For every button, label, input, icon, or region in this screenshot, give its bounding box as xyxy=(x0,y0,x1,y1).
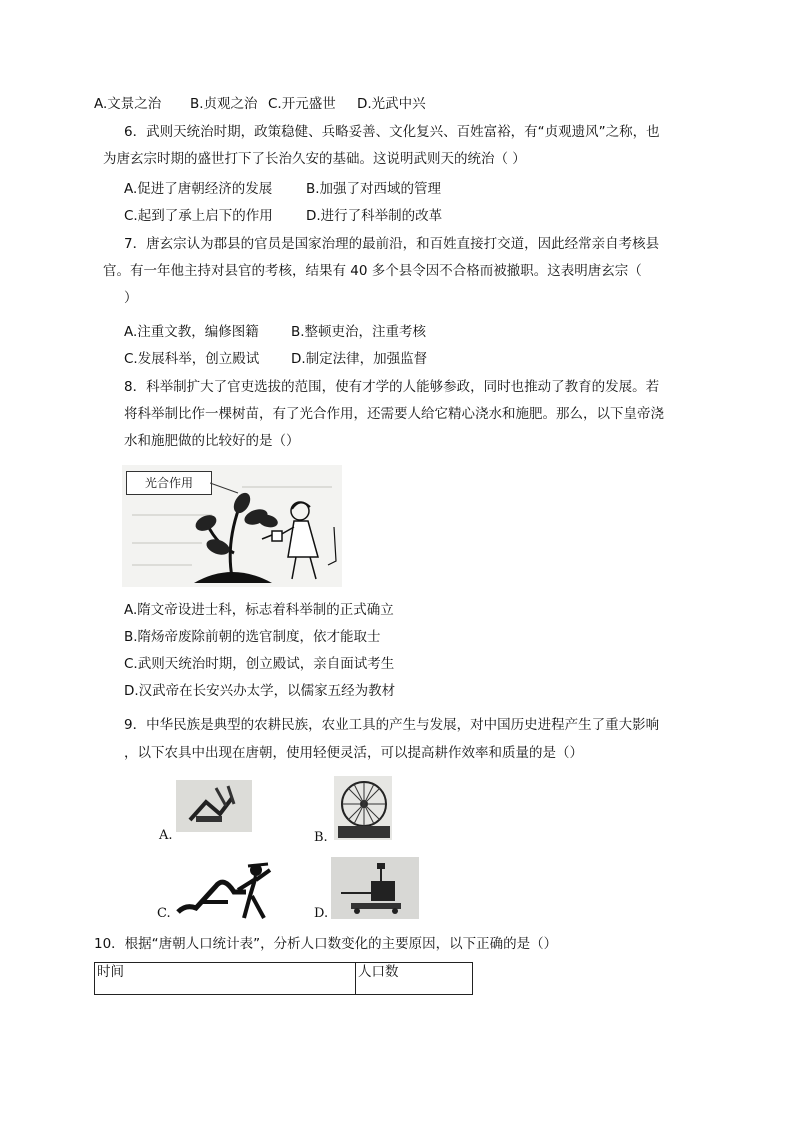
q10-stem: 10．根据“唐朝人口统计表”，分析人口数变化的主要原因，以下正确的是（） xyxy=(94,936,558,952)
curved-plow-icon xyxy=(172,856,278,922)
option-b-tool-image xyxy=(334,776,392,840)
q6-option-d: D.进行了科举制的改革 xyxy=(306,208,443,224)
waterwheel-icon xyxy=(334,776,392,840)
column-header-time: 时间 xyxy=(95,963,356,995)
q5-option-d: D.光武中兴 xyxy=(357,96,426,112)
q7-option-b: B.整顿吏治，注重考核 xyxy=(291,324,427,340)
q5-option-c: C.开元盛世 xyxy=(268,96,336,112)
q6-option-a: A.促进了唐朝经济的发展 xyxy=(124,181,273,197)
q6-option-c: C.起到了承上启下的作用 xyxy=(124,208,273,224)
table-header-row xyxy=(95,963,473,995)
q7-stem-line-1: 7．唐玄宗认为郡县的官员是国家治理的最前沿，和百姓直接打交道，因此经常亲自考核县 xyxy=(124,236,660,252)
q9-stem-line-1: 9．中华民族是典型的农耕民族，农业工具的产生与发展，对中国历史进程产生了重大影响 xyxy=(124,717,660,733)
photosynthesis-illustration xyxy=(122,465,342,587)
figure-label-box: 光合作用 xyxy=(126,471,212,495)
label-pointer-icon xyxy=(210,479,240,495)
q8-stem-line-3: 水和施肥做的比较好的是（） xyxy=(124,433,300,449)
q8-stem-line-1: 8．科举制扩大了官吏选拔的范围，使有才学的人能够参政，同时也推动了教育的发展。若 xyxy=(124,379,660,395)
harrow-icon xyxy=(176,780,252,832)
q7-stem-line-2: 官。有一年他主持对县官的考核，结果有 40 多个县令因不合格而被撤职。这表明唐玄宗（ xyxy=(103,263,642,279)
column-header-population: 人口数 xyxy=(356,963,473,995)
q6-stem-line-1: 6．武则天统治时期，政策稳健、兵略妥善、文化复兴、百姓富裕，有“贞观遗风”之称，也 xyxy=(124,124,660,140)
q7-option-c: C.发展科举，创立殿试 xyxy=(124,351,260,367)
q5-option-b: B.贞观之治 xyxy=(190,96,258,112)
q7-option-a: A.注重文教，编修图籍 xyxy=(124,324,259,340)
q9-label-a: A. xyxy=(159,828,173,843)
option-d-tool-image xyxy=(331,857,419,919)
q9-label-d: D. xyxy=(314,906,329,921)
q8-option-a: A.隋文帝设进士科，标志着科举制的正式确立 xyxy=(124,602,394,618)
option-c-tool-image xyxy=(172,856,278,922)
q6-stem-line-2: 为唐玄宗时期的盛世打下了长治久安的基础。这说明武则天的统治（ ） xyxy=(103,151,526,167)
q8-option-c: C.武则天统治时期，创立殿试，亲自面试考生 xyxy=(124,656,395,672)
q5-option-a: A.文景之治 xyxy=(94,96,162,112)
q9-label-b: B. xyxy=(314,830,328,845)
population-table xyxy=(94,962,473,995)
q8-option-d: D.汉武帝在长安兴办太学，以儒家五经为教材 xyxy=(124,683,396,699)
q8-stem-line-2: 将科举制比作一棵树苗，有了光合作用，还需要人给它精心浇水和施肥。那么，以下皇帝浇 xyxy=(124,406,664,422)
q7-stem-line-3: ） xyxy=(124,290,138,306)
option-a-tool-image xyxy=(176,780,252,832)
q8-option-b: B.隋炀帝废除前朝的选官制度，依才能取士 xyxy=(124,629,381,645)
q6-option-b: B.加强了对西域的管理 xyxy=(306,181,442,197)
seed-drill-icon xyxy=(331,857,419,919)
q9-stem-line-2: ，以下农具中出现在唐朝，使用轻便灵活，可以提高耕作效率和质量的是（） xyxy=(124,745,583,761)
q9-label-c: C. xyxy=(157,906,171,921)
q7-option-d: D.制定法律，加强监督 xyxy=(291,351,428,367)
